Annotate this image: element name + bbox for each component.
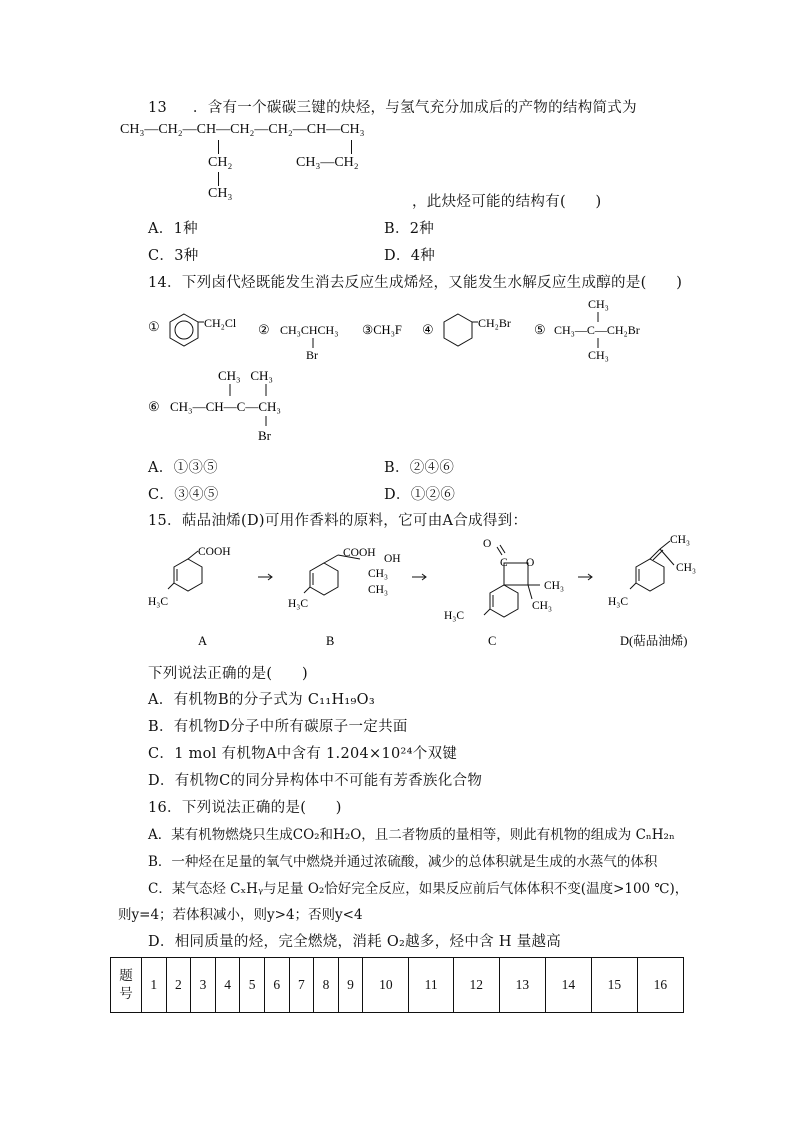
q13-main-chain: CH₃—CH₂—CH—CH₂—CH₂—CH—CH₃ — [120, 122, 365, 137]
answer-num-14: 14 — [545, 958, 591, 1013]
answer-num-8: 8 — [314, 958, 339, 1013]
q14-c5-main: CH₃—C—CH₂Br — [554, 323, 640, 337]
q14-c6-main: CH₃—CH—C—CH₃ — [170, 399, 281, 414]
answer-num-12: 12 — [453, 958, 499, 1013]
q14-option-b: B．②④⑥ — [384, 460, 455, 476]
q14-c6-num: ⑥ — [148, 399, 160, 414]
answer-num-10: 10 — [363, 958, 409, 1013]
q15-a-cooh: COOH — [198, 546, 231, 558]
q15-d-ch3-2: CH₃ — [676, 562, 696, 574]
answer-num-15: 15 — [591, 958, 637, 1013]
q16-option-c-line1: C．某气态烃 CₓHᵧ与足量 O₂恰好完全反应，如果反应前后气体体积不变(温度>100 ℃)， — [148, 881, 689, 897]
q13-number: 13 — [148, 100, 168, 116]
answer-header-cell — [111, 958, 142, 1013]
q14-c1-group: CH₂Cl — [204, 316, 237, 330]
q14-c6-bottom: Br — [258, 428, 271, 443]
answer-num-11: 11 — [409, 958, 453, 1013]
q13-option-d: D．4种 — [384, 248, 436, 264]
q13-branch-right: CH₃—CH₂ — [296, 155, 359, 170]
q15-reaction-scheme — [140, 535, 720, 657]
q16-option-a: A．某有机物燃烧只生成CO₂和H₂O，且二者物质的量相等，则此有机物的组成为 CₙH₂ₙ — [148, 827, 675, 843]
q15-label-a: A — [198, 634, 208, 648]
q14-c4-num: ④ — [422, 322, 434, 337]
q15-b-h3c: H₃C — [288, 598, 308, 610]
answer-num-7: 7 — [289, 958, 314, 1013]
q15-c-ch3-1: CH₃ — [544, 580, 564, 592]
q15-c-o-ring: O — [526, 557, 535, 569]
q15-c-o-carbonyl: O — [483, 538, 492, 550]
answer-num-9: 9 — [338, 958, 363, 1013]
q16-option-b: B．一种烃在足量的氧气中燃烧并通过浓硫酸，减少的总体积就是生成的水蒸气的体积 — [148, 854, 658, 870]
answer-header-row — [111, 958, 684, 1013]
q13-option-a: A．1种 — [148, 221, 198, 237]
q14-c3: ③CH₃F — [362, 323, 402, 337]
q13-option-b: B．2种 — [384, 221, 435, 237]
q14-c2-main: CH₃CHCH₃ — [280, 323, 339, 337]
q16-stem: 16．下列说法正确的是( ) — [148, 800, 342, 816]
q16-option-d: D．相同质量的烃，完全燃烧，消耗 O₂越多，烃中含 H 量越高 — [148, 934, 562, 950]
q15-b-oh: OH — [384, 553, 401, 565]
benzene-ring-icon — [170, 314, 198, 346]
cyclohexane-ring-icon — [444, 314, 472, 346]
answer-num-3: 3 — [191, 958, 216, 1013]
q14-c2-sub: Br — [306, 348, 318, 362]
q14-option-a: A．①③⑤ — [148, 460, 218, 476]
q15-b-ch3-1: CH₃ — [368, 568, 388, 580]
q15-label-d: D(萜品油烯) — [620, 634, 688, 648]
q13-bond-left-2 — [218, 172, 219, 186]
q13-stem-text: ．含有一个碳碳三键的炔烃，与氢气充分加成后的产物的结构简式为 — [192, 100, 637, 116]
q15-c-h3c: H₃C — [444, 610, 464, 622]
q14-c5-bottom: CH₃ — [588, 348, 609, 362]
q13-branch-left-1: CH₂ — [208, 155, 233, 170]
q15-stem: 15．萜品油烯(D)可用作香料的原料，它可由A合成得到： — [148, 513, 528, 529]
q15-ask: 下列说法正确的是( ) — [148, 666, 308, 682]
q13-option-c: C．3种 — [148, 248, 199, 264]
q15-label-b: B — [326, 634, 335, 648]
q15-c-c: C — [500, 557, 508, 569]
q13-bond-right — [351, 140, 352, 154]
q14-c4-group: CH₂Br — [478, 316, 511, 330]
answer-header-bottom: 号 — [119, 986, 133, 1001]
q15-d-h3c: H₃C — [608, 596, 628, 608]
q13-stem — [148, 96, 637, 117]
q15-option-d: D．有机物C的同分异构体中不可能有芳香族化合物 — [148, 773, 483, 789]
q14-option-c: C．③④⑤ — [148, 487, 219, 503]
answer-num-5: 5 — [240, 958, 265, 1013]
answer-num-1: 1 — [142, 958, 167, 1013]
q13-branch-left-2: CH₃ — [208, 186, 233, 201]
answer-table — [110, 957, 684, 1013]
q14-structures — [140, 298, 700, 456]
q15-c-ch3-2: CH₃ — [532, 600, 552, 612]
answer-num-13: 13 — [499, 958, 545, 1013]
q14-c5-num: ⑤ — [534, 322, 546, 337]
q14-c6-top: CH₃ CH₃ — [218, 368, 273, 383]
answer-header-top: 题 — [119, 968, 133, 983]
q15-option-a: A．有机物B的分子式为 C₁₁H₁₉O₃ — [148, 692, 375, 708]
q15-b-cooh: COOH — [343, 547, 376, 559]
answer-num-4: 4 — [215, 958, 240, 1013]
q14-option-d: D．①②⑥ — [384, 487, 456, 503]
q14-c1-num: ① — [148, 319, 160, 334]
q15-d-ch3-1: CH₃ — [670, 535, 690, 546]
q15-option-c: C．1 mol 有机物A中含有 1.204×10²⁴个双键 — [148, 746, 458, 762]
q16-option-c-line2: 则y=4；若体积减小，则y>4；否则y<4 — [118, 907, 363, 923]
answer-num-2: 2 — [166, 958, 191, 1013]
q14-c2-num: ② — [258, 322, 270, 337]
q15-a-h3c: H₃C — [148, 596, 168, 608]
q14-c5-top: CH₃ — [588, 298, 609, 311]
q15-b-ch3-2: CH₃ — [368, 584, 388, 596]
q14-stem: 14．下列卤代烃既能发生消去反应生成烯烃，又能发生水解反应生成醇的是( ) — [148, 275, 683, 291]
q13-bond-left-1 — [218, 140, 219, 154]
q15-option-b: B．有机物D分子中所有碳原子一定共面 — [148, 719, 408, 735]
answer-num-6: 6 — [264, 958, 289, 1013]
q13-tail: ，此炔烃可能的结构有( ) — [412, 194, 602, 210]
answer-num-16: 16 — [637, 958, 683, 1013]
q15-label-c: C — [488, 634, 497, 648]
